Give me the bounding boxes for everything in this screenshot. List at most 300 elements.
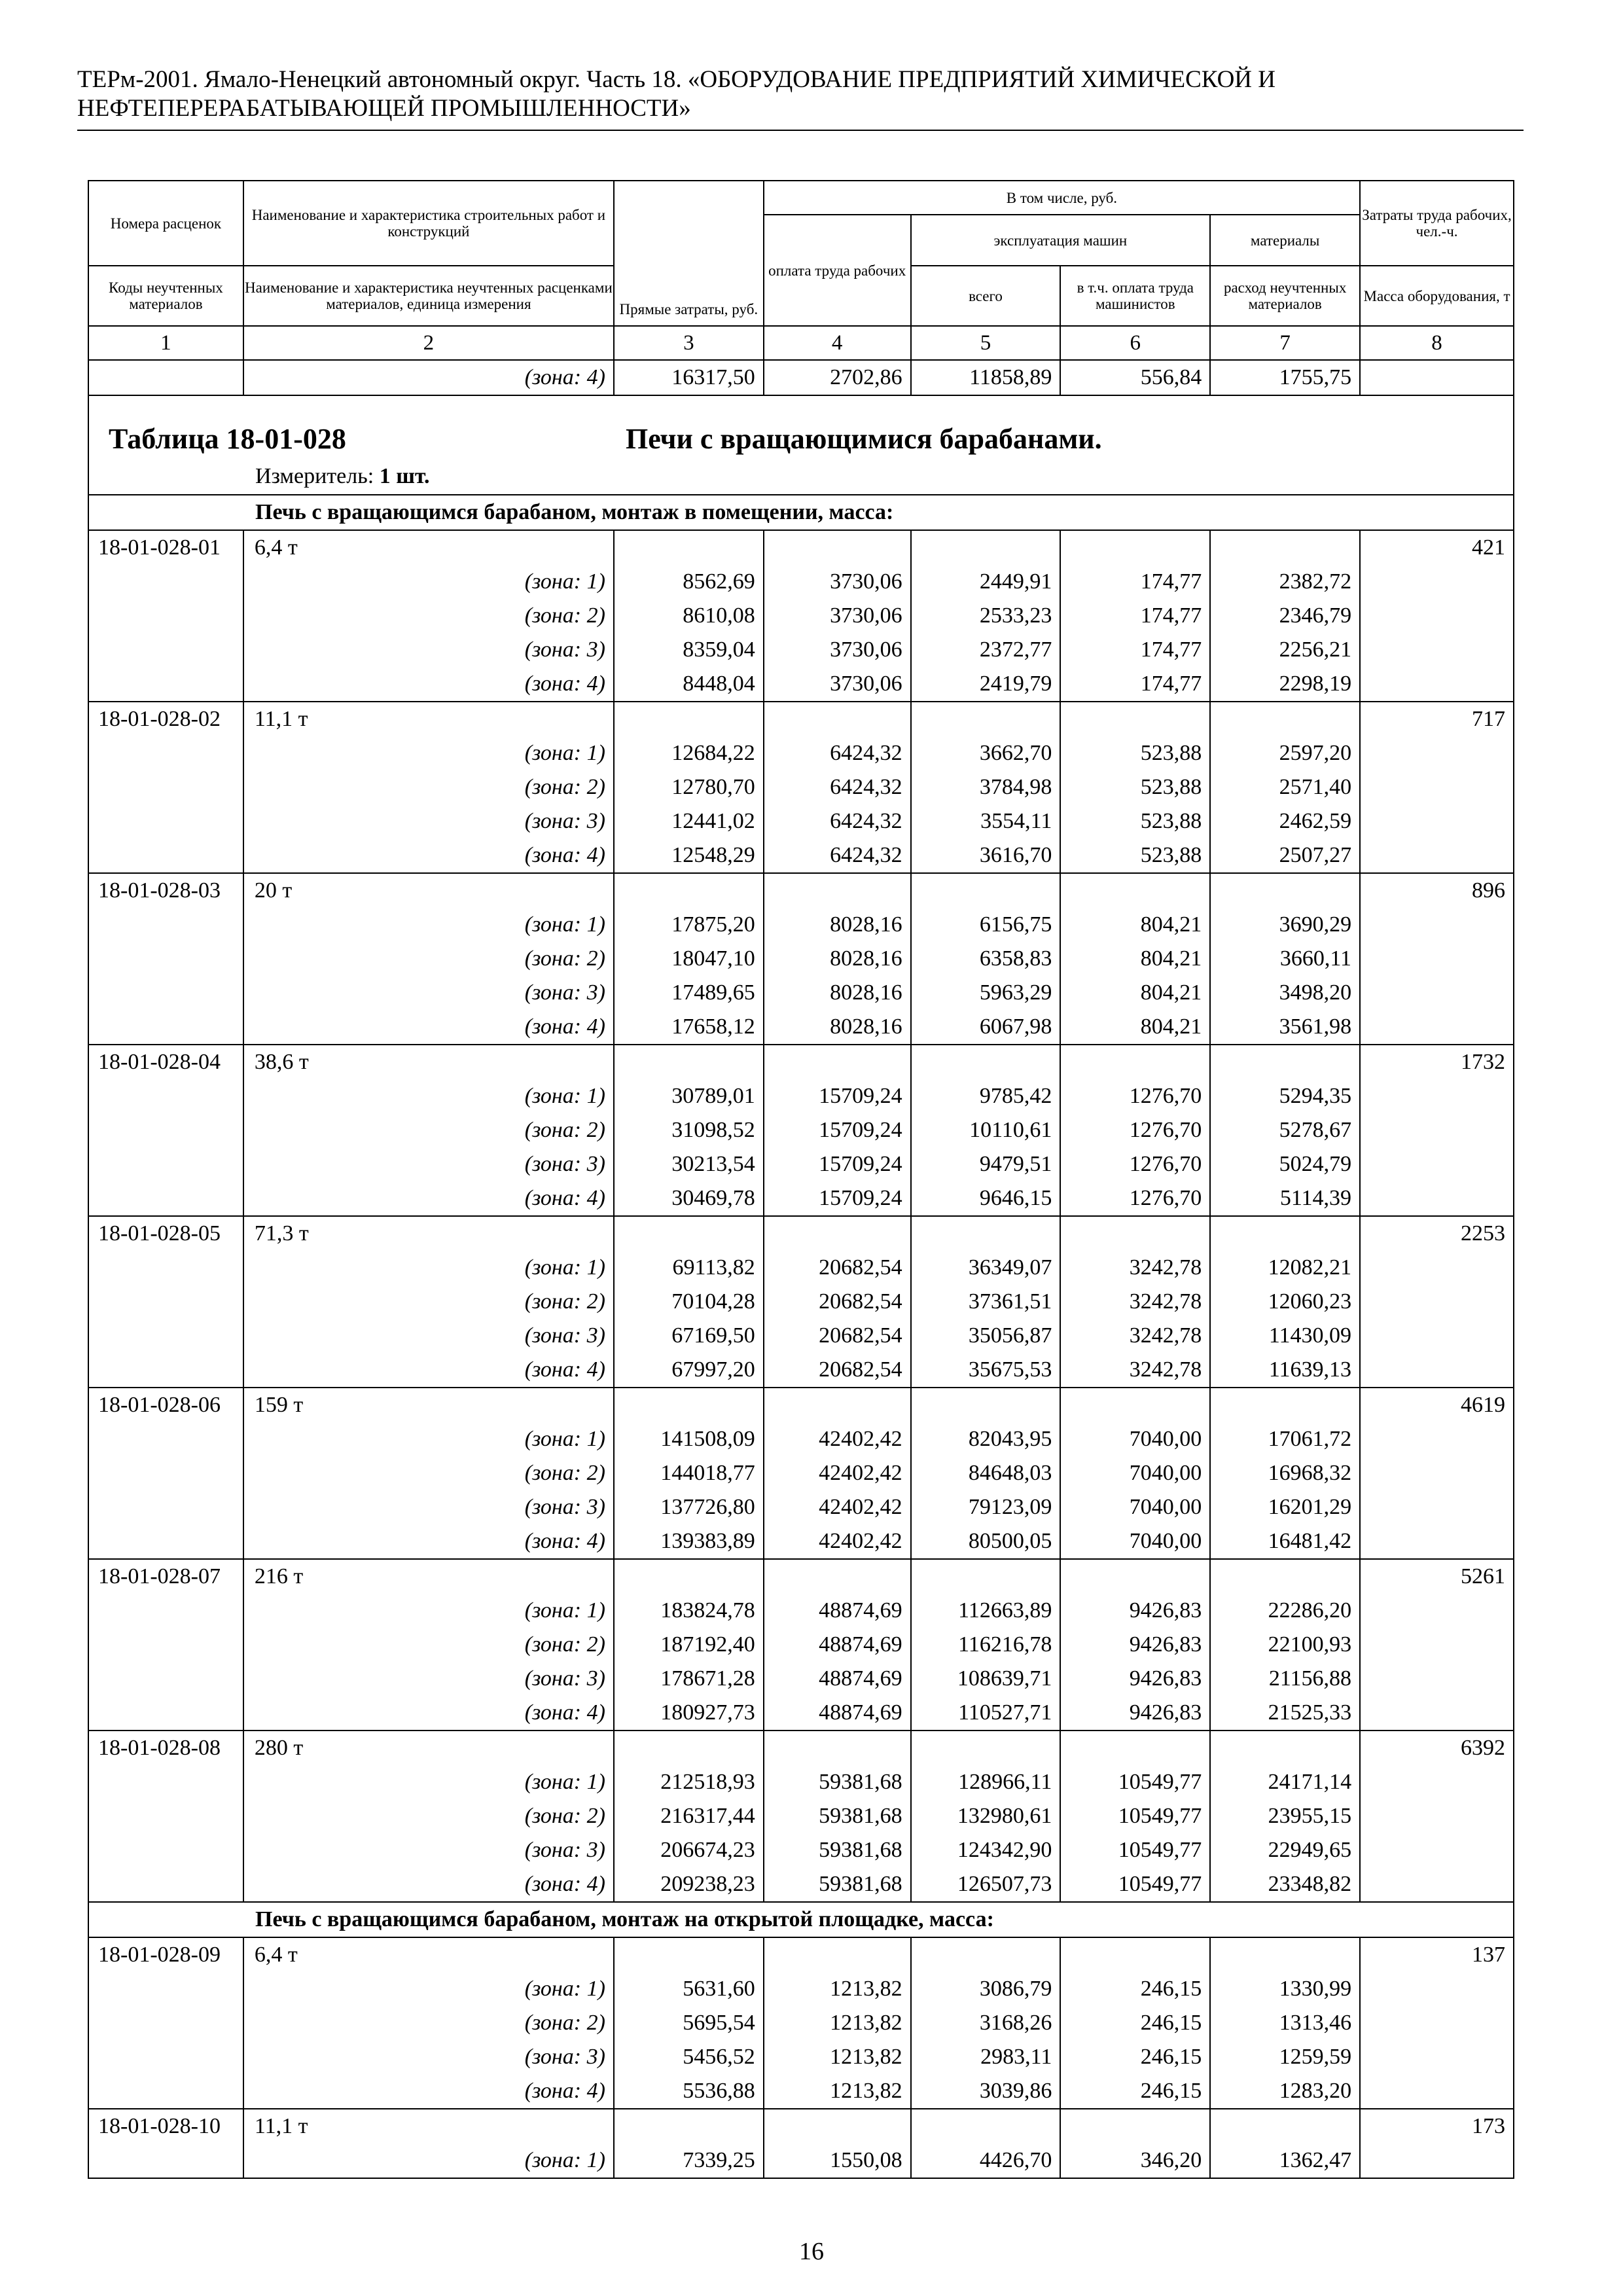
code-cell [88,908,243,942]
zone-label: (зона: 4) [243,1010,614,1045]
machinist-wages: 9426,83 [1060,1594,1210,1628]
direct-cost: 70104,28 [614,1285,764,1319]
direct-cost: 183824,78 [614,1594,764,1628]
machines-total: 128966,11 [911,1765,1061,1799]
mass-cell [1360,1456,1514,1490]
direct-cost: 17658,12 [614,1010,764,1045]
empty-cell [1060,1937,1210,1972]
machines-total: 124342,90 [911,1833,1061,1867]
labor-wages: 20682,54 [764,1353,911,1388]
labor-wages: 42402,42 [764,1524,911,1559]
rate-row [88,702,1514,736]
zone-label: (зона: 3) [243,1662,614,1696]
code-cell [88,1833,243,1867]
mass-cell [1360,804,1514,838]
machinist-wages: 3242,78 [1060,1353,1210,1388]
materials-cost: 22100,93 [1210,1628,1360,1662]
zone-label: (зона: 3) [243,1490,614,1524]
materials-cost: 16968,32 [1210,1456,1360,1490]
zone-row [88,1079,1514,1113]
page-number: 16 [799,2238,824,2265]
machinist-wages: 3242,78 [1060,1251,1210,1285]
zone-row [88,1010,1514,1045]
mass-cell [1360,2006,1514,2040]
rate-name: 71,3 т [243,1216,614,1251]
direct-cost: 8448,04 [614,667,764,702]
labor-wages: 6424,32 [764,736,911,770]
code-cell [88,1456,243,1490]
zone-label: (зона: 2) [243,599,614,633]
direct-cost: 12548,29 [614,838,764,873]
code-cell [88,1490,243,1524]
column-number: 1 [88,326,243,360]
machines-total: 82043,95 [911,1422,1061,1456]
empty-cell [614,873,764,908]
rate-row [88,1388,1514,1422]
equipment-mass: 4619 [1360,1388,1514,1422]
empty-cell [911,1937,1061,1972]
empty-cell [764,702,911,736]
empty-cell [614,1937,764,1972]
empty-cell [764,1216,911,1251]
code-cell [88,1799,243,1833]
labor-wages: 6424,32 [764,838,911,873]
including-header: В том числе, руб. [764,181,1360,215]
code-cell [88,1251,243,1285]
equipment-mass: 6392 [1360,1731,1514,1765]
machinist-wages: 523,88 [1060,770,1210,804]
table-name: Печи с вращающимися барабанами. [626,423,1102,455]
machinist-wages: 3242,78 [1060,1319,1210,1353]
column-number: 6 [1060,326,1210,360]
empty-cell [911,1388,1061,1422]
machines-total: 3784,98 [911,770,1061,804]
direct-cost: 206674,23 [614,1833,764,1867]
mass-cell [1360,565,1514,599]
zone-row [88,942,1514,976]
labor-wages: 59381,68 [764,1833,911,1867]
zone-label: (зона: 2) [243,1799,614,1833]
empty-cell [1210,530,1360,565]
mass-cell [1360,1181,1514,1216]
labor-wages: 3730,06 [764,633,911,667]
column-number: 2 [243,326,614,360]
direct-cost: 67997,20 [614,1353,764,1388]
code-cell [88,1662,243,1696]
mass-cell [1360,1867,1514,1902]
machinist-wages: 346,20 [1060,2144,1210,2178]
machines-total: 79123,09 [911,1490,1061,1524]
materials-cost: 11430,09 [1210,1319,1360,1353]
machines-total: 6358,83 [911,942,1061,976]
zone-label: (зона: 3) [243,976,614,1010]
rate-code: 18-01-028-05 [88,1216,243,1251]
zone-label: (зона: 1) [243,1765,614,1799]
col8-header-bottom: Масса оборудования, т [1360,266,1514,326]
labor-wages: 42402,42 [764,1456,911,1490]
equipment-mass: 1732 [1360,1045,1514,1079]
zone-row [88,1456,1514,1490]
machinist-wages: 804,21 [1060,976,1210,1010]
mass-cell [1360,770,1514,804]
empty-cell [614,530,764,565]
materials-cost: 2346,79 [1210,599,1360,633]
rate-name: 280 т [243,1731,614,1765]
direct-cost: 187192,40 [614,1628,764,1662]
labor-wages: 8028,16 [764,976,911,1010]
empty-cell [1060,702,1210,736]
zone-label: (зона: 4) [243,1353,614,1388]
labor-wages: 48874,69 [764,1628,911,1662]
labor-wages: 1213,82 [764,1972,911,2006]
machines-total: 6156,75 [911,908,1061,942]
code-cell [88,2074,243,2109]
empty-cell [1210,1045,1360,1079]
machines-total: 126507,73 [911,1867,1061,1902]
direct-cost: 137726,80 [614,1490,764,1524]
empty-cell [1060,1559,1210,1594]
zone-row [88,1181,1514,1216]
empty-cell [764,2109,911,2144]
machines-total: 3168,26 [911,2006,1061,2040]
rate-name: 6,4 т [243,1937,614,1972]
machines-total: 2372,77 [911,633,1061,667]
machinist-wages: 246,15 [1060,2040,1210,2074]
zone-label: (зона: 4) [243,2074,614,2109]
zone-row [88,1628,1514,1662]
zone-row [88,908,1514,942]
mass-cell [1360,1524,1514,1559]
machines-total: 132980,61 [911,1799,1061,1833]
mass-cell [1360,1972,1514,2006]
zone-row [88,2144,1514,2178]
code-cell [88,599,243,633]
materials-cost: 2298,19 [1210,667,1360,702]
machinist-wages: 1276,70 [1060,1147,1210,1181]
col1-header-top: Номера расценок [88,181,243,266]
code-cell [88,1524,243,1559]
empty-cell [614,702,764,736]
machinist-wages: 246,15 [1060,1972,1210,2006]
zone-row [88,1251,1514,1285]
rate-row [88,2109,1514,2144]
empty-cell [911,1216,1061,1251]
materials-cost: 1259,59 [1210,2040,1360,2074]
rate-code: 18-01-028-07 [88,1559,243,1594]
direct-cost: 12441,02 [614,804,764,838]
direct-cost: 7339,25 [614,2144,764,2178]
column-number: 8 [1360,326,1514,360]
zone-row [88,2040,1514,2074]
zone-label: (зона: 1) [243,1972,614,2006]
zone-label: (зона: 1) [243,565,614,599]
header-line-1: ТЕРм-2001. Ямало-Ненецкий автономный округ. Часть 18. «ОБОРУДОВАНИЕ ПРЕДПРИЯТИЙ ХИМИЧЕСКОЙ И [77,66,1275,93]
document-header [77,65,1524,123]
machinist-wages: 804,21 [1060,908,1210,942]
mass-cell [1360,1285,1514,1319]
direct-cost: 5631,60 [614,1972,764,2006]
machines-total: 3662,70 [911,736,1061,770]
carry-row [88,360,1514,395]
labor-wages: 1213,82 [764,2040,911,2074]
direct-cost: 8610,08 [614,599,764,633]
direct-cost: 5695,54 [614,2006,764,2040]
code-cell [88,1285,243,1319]
labor-wages: 2702,86 [764,360,911,395]
empty-cell [1210,702,1360,736]
empty-cell [764,1937,911,1972]
code-cell [88,1010,243,1045]
machines-total: 110527,71 [911,1696,1061,1731]
equipment-mass: 421 [1360,530,1514,565]
zone-row [88,1422,1514,1456]
rate-row [88,530,1514,565]
section-title: Печь с вращающимся барабаном, монтаж на открытой площадке, масса: [88,1902,1514,1937]
direct-cost: 30213,54 [614,1147,764,1181]
column-number: 5 [911,326,1061,360]
machines-total: 3086,79 [911,1972,1061,2006]
code-cell [88,633,243,667]
zone-row [88,1696,1514,1731]
materials-cost: 2256,21 [1210,633,1360,667]
direct-cost: 67169,50 [614,1319,764,1353]
materials-header: материалы [1210,215,1360,266]
zone-row [88,1147,1514,1181]
materials-cost: 16481,42 [1210,1524,1360,1559]
labor-wages: 20682,54 [764,1319,911,1353]
zone-row [88,1867,1514,1902]
rate-name: 6,4 т [243,530,614,565]
materials-cost: 21156,88 [1210,1662,1360,1696]
empty-cell [911,873,1061,908]
machinist-wages: 804,21 [1060,942,1210,976]
zone-label: (зона: 4) [243,838,614,873]
materials-cost: 22949,65 [1210,1833,1360,1867]
materials-cost: 23348,82 [1210,1867,1360,1902]
machinist-wages: 556,84 [1060,360,1210,395]
direct-cost: 216317,44 [614,1799,764,1833]
zone-label: (зона: 2) [243,770,614,804]
direct-cost: 8562,69 [614,565,764,599]
zone-row [88,1113,1514,1147]
empty-cell [764,1388,911,1422]
materials-cost: 17061,72 [1210,1422,1360,1456]
col1-header-bottom: Коды неучтенных материалов [88,266,243,326]
direct-cost: 69113,82 [614,1251,764,1285]
code-cell [88,2144,243,2178]
empty-cell [1210,2109,1360,2144]
direct-cost: 17489,65 [614,976,764,1010]
empty-cell [764,1731,911,1765]
direct-cost: 31098,52 [614,1113,764,1147]
zone-row [88,565,1514,599]
materials-cost: 2507,27 [1210,838,1360,873]
zone-row [88,804,1514,838]
labor-wages: 15709,24 [764,1181,911,1216]
machinist-wages: 523,88 [1060,838,1210,873]
direct-cost: 180927,73 [614,1696,764,1731]
mass-cell [1360,360,1514,395]
machinist-wages: 3242,78 [1060,1285,1210,1319]
code-cell [88,1628,243,1662]
rate-name: 11,1 т [243,2109,614,2144]
empty-cell [1060,1216,1210,1251]
materials-cost: 3498,20 [1210,976,1360,1010]
empty-cell [1210,1559,1360,1594]
zone-row [88,667,1514,702]
materials-cost: 1313,46 [1210,2006,1360,2040]
materials-cost: 5294,35 [1210,1079,1360,1113]
rate-code: 18-01-028-10 [88,2109,243,2144]
header-rule [77,130,1524,131]
column-number: 7 [1210,326,1360,360]
col3-header: Прямые затраты, руб. [614,181,764,326]
labor-wages: 3730,06 [764,667,911,702]
zone-label: (зона: 2) [243,942,614,976]
empty-cell [911,530,1061,565]
empty-cell [1210,1388,1360,1422]
machinist-wages: 246,15 [1060,2074,1210,2109]
rate-code: 18-01-028-02 [88,702,243,736]
mass-cell [1360,736,1514,770]
mass-cell [1360,942,1514,976]
materials-cost: 2597,20 [1210,736,1360,770]
zone-row [88,1799,1514,1833]
zone-label: (зона: 3) [243,1833,614,1867]
empty-cell [1210,1216,1360,1251]
mass-cell [1360,1319,1514,1353]
code-cell [88,2006,243,2040]
code-cell [88,1696,243,1731]
zone-row [88,1765,1514,1799]
materials-cost: 3660,11 [1210,942,1360,976]
rate-row [88,1937,1514,1972]
labor-wages: 42402,42 [764,1422,911,1456]
zone-label: (зона: 2) [243,1456,614,1490]
table-title-row [88,395,1514,495]
materials-cost: 24171,14 [1210,1765,1360,1799]
machines-total: 2533,23 [911,599,1061,633]
rate-name: 20 т [243,873,614,908]
zone-row [88,1594,1514,1628]
direct-cost: 17875,20 [614,908,764,942]
rates-table [88,180,1514,2179]
labor-wages: 3730,06 [764,599,911,633]
equipment-mass: 173 [1360,2109,1514,2144]
empty-cell [1060,1045,1210,1079]
code-cell [88,1181,243,1216]
zone-label: (зона: 4) [243,1524,614,1559]
mass-cell [1360,838,1514,873]
labor-wages: 8028,16 [764,942,911,976]
zone-label: (зона: 1) [243,1422,614,1456]
machinist-wages: 1276,70 [1060,1079,1210,1113]
zone-label: (зона: 3) [243,633,614,667]
table-title-cell [88,395,1514,495]
empty-cell [911,1731,1061,1765]
column-number: 3 [614,326,764,360]
empty-cell [614,1559,764,1594]
machinist-wages: 804,21 [1060,1010,1210,1045]
materials-cost: 21525,33 [1210,1696,1360,1731]
labor-wages: 20682,54 [764,1251,911,1285]
materials-cost: 5024,79 [1210,1147,1360,1181]
zone-row [88,1490,1514,1524]
column-number: 4 [764,326,911,360]
machines-total: 9479,51 [911,1147,1061,1181]
machinist-wages: 7040,00 [1060,1524,1210,1559]
rate-name: 216 т [243,1559,614,1594]
zone-label: (зона: 4) [243,1181,614,1216]
machinist-wages: 1276,70 [1060,1113,1210,1147]
materials-cost: 23955,15 [1210,1799,1360,1833]
direct-cost: 212518,93 [614,1765,764,1799]
machinist-wages: 1276,70 [1060,1181,1210,1216]
zone-row [88,633,1514,667]
direct-cost: 12780,70 [614,770,764,804]
mass-cell [1360,1353,1514,1388]
labor-wages: 15709,24 [764,1079,911,1113]
materials-cost: 1330,99 [1210,1972,1360,2006]
machinist-wages: 246,15 [1060,2006,1210,2040]
materials-cost: 1283,20 [1210,2074,1360,2109]
code-cell [88,1422,243,1456]
materials-cost: 12082,21 [1210,1251,1360,1285]
machines-total: 5963,29 [911,976,1061,1010]
rate-code: 18-01-028-03 [88,873,243,908]
mass-cell [1360,1490,1514,1524]
zone-label: (зона: 3) [243,1147,614,1181]
zone-label: (зона: 2) [243,1285,614,1319]
zone-row [88,2006,1514,2040]
code-cell [88,1765,243,1799]
zone-label: (зона: 4) [243,360,614,395]
labor-wages: 8028,16 [764,1010,911,1045]
mass-cell [1360,908,1514,942]
mass-cell [1360,599,1514,633]
machines-total: 35675,53 [911,1353,1061,1388]
empty-cell [1210,1937,1360,1972]
empty-cell [911,1045,1061,1079]
code-cell [88,942,243,976]
zone-row [88,838,1514,873]
empty-cell [911,2109,1061,2144]
empty-cell [764,1559,911,1594]
machines-total: 37361,51 [911,1285,1061,1319]
machines-total: 3554,11 [911,804,1061,838]
zone-label: (зона: 1) [243,736,614,770]
empty-cell [1060,2109,1210,2144]
code-cell [88,1079,243,1113]
machinist-wages: 10549,77 [1060,1799,1210,1833]
machines-total: 6067,98 [911,1010,1061,1045]
empty-cell [1210,1731,1360,1765]
rate-name: 38,6 т [243,1045,614,1079]
materials-cost: 5278,67 [1210,1113,1360,1147]
direct-cost: 8359,04 [614,633,764,667]
code-cell [88,2040,243,2074]
zone-row [88,976,1514,1010]
zone-label: (зона: 4) [243,667,614,702]
rate-code: 18-01-028-09 [88,1937,243,1972]
equipment-mass: 896 [1360,873,1514,908]
col5-header: всего [911,266,1061,326]
rate-code: 18-01-028-01 [88,530,243,565]
machines-header: эксплуатация машин [911,215,1211,266]
direct-cost: 12684,22 [614,736,764,770]
machinist-wages: 7040,00 [1060,1456,1210,1490]
labor-wages: 1550,08 [764,2144,911,2178]
